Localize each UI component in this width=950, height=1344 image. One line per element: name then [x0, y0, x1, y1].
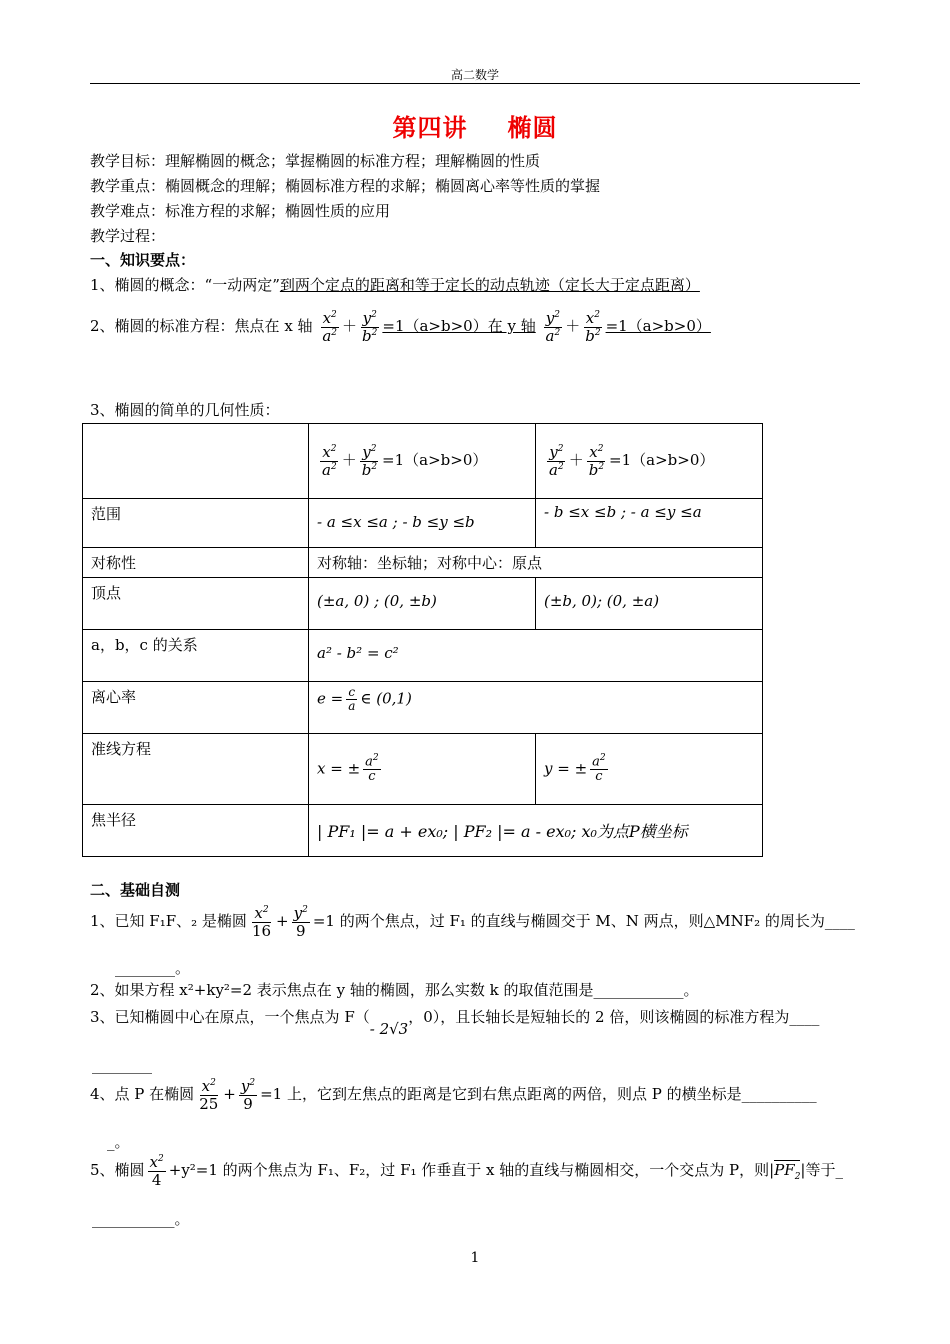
standard-eq-cond1: =1（a>b>0）在 y 轴: [382, 317, 536, 335]
question-1: 1、已知 F₁F、₂ 是椭圆 $\frac{x^2}{16}$ + $\frac{y^2}{9}$ =1 的两个焦点，过 F₁ 的直线与椭圆交于 M、N 两点，则△MNF₂ 的周长为____: [90, 904, 855, 940]
vertices-x: (±a, 0) ; (0, ±b): [317, 592, 437, 610]
q4-text-a: 4、点 P 在椭圆: [90, 1085, 195, 1103]
title-part2: 椭圆: [507, 114, 558, 142]
table-row: [83, 630, 763, 682]
key-point-line: 教学重点：椭圆概念的理解；椭圆标准方程的求解；椭圆离心率等性质的掌握: [90, 177, 601, 195]
abc-relation: a² - b² = c²: [317, 644, 399, 662]
table-row: [83, 499, 763, 548]
q1-text-a: 1、已知 F₁F、₂ 是椭圆: [90, 912, 247, 930]
process-line: 教学过程：: [90, 227, 166, 245]
section1-heading: 一、知识要点：: [90, 251, 196, 269]
question-5: 5、椭圆 $\frac{x^2}{4}$ +y²=1 的两个焦点为 F₁、F₂，过 F₁ 作垂直于 x 轴的直线与椭圆相交，一个交点为 P，则$|PF_2|$等于_: [90, 1153, 843, 1189]
row-label: 准线方程: [83, 734, 309, 805]
symmetry-value: 对称轴：坐标轴；对称中心：原点: [309, 548, 763, 578]
table-cell: $\frac{x^2}{a^2}$ ＋ $\frac{y^2}{b^2}$ =1（a>b>0）: [309, 424, 536, 499]
focal-radius: | PF₁ |= a + ex₀; | PF₂ |= a - ex₀; x₀为点P横坐标: [317, 822, 688, 841]
directrix-x: x = ±: [317, 758, 361, 777]
q1-text-b: =1 的两个焦点，过 F₁ 的直线与椭圆交于 M、N 两点，则△MNF₂ 的周长为____: [312, 912, 855, 930]
question-3: 3、已知椭圆中心在原点，一个焦点为 F（- 2√3，0），且长轴长是短轴长的 2 倍，则该椭圆的标准方程为____: [90, 1008, 820, 1038]
q3-text-b: ，0），且长轴长是短轴长的 2 倍，则该椭圆的标准方程为____: [408, 1008, 820, 1026]
cond-text: =1（a>b>0）: [382, 451, 488, 469]
difficulty-line: 教学难点：标准方程的求解；椭圆性质的应用: [90, 202, 391, 220]
table-row: [83, 548, 763, 578]
table-cell: [309, 805, 763, 857]
q1-answer-blank: ________。: [115, 959, 191, 977]
geometry-heading: 3、椭圆的简单的几何性质：: [90, 401, 280, 419]
range-y: - b ≤x ≤b ; - a ≤y ≤a: [544, 503, 702, 521]
table-cell: [536, 499, 763, 548]
q5-text-b: +y²=1 的两个焦点为 F₁、F₂，过 F₁ 作垂直于 x 轴的直线与椭圆相交，一个交点为 P，则|: [168, 1161, 775, 1179]
q5-text-c: |等于_: [800, 1161, 843, 1179]
row-label: 离心率: [83, 682, 309, 734]
table-cell: [309, 630, 763, 682]
range-x: - a ≤x ≤a ; - b ≤y ≤b: [317, 513, 475, 531]
q4-text-b: =1 上，它到左焦点的距离是它到右焦点距离的两倍，则点 P 的横坐标是__________: [260, 1085, 817, 1103]
table-cell: [309, 578, 536, 630]
table-row: [83, 734, 763, 805]
header-rule: [90, 83, 860, 84]
concept-line: [90, 274, 700, 295]
row-label: 范围: [83, 499, 309, 548]
standard-equation-line: 2、椭圆的标准方程：焦点在 x 轴 $\frac{x^2}{a^2}$ ＋ $\frac{y^2}{b^2}$ =1（a>b>0）在 y 轴 $\frac{y^2}{a^2}$ ＋ $\frac{x^2}{b^2}$ =1（a>b>0）: [90, 309, 711, 345]
q5-text-a: 5、椭圆: [90, 1161, 145, 1179]
question-2: 2、如果方程 x²+ky²=2 表示焦点在 y 轴的椭圆，那么实数 k 的取值范围是____________。: [90, 981, 699, 999]
q3-text-a: 3、已知椭圆中心在原点，一个焦点为 F（: [90, 1008, 370, 1026]
table-cell: y = ± $\frac{a^2}{c}$: [536, 734, 763, 805]
properties-table: [82, 423, 763, 857]
table-cell: e = $\frac{c}{a}$ ∈ (0,1): [309, 682, 763, 734]
lecture-title: [0, 108, 950, 143]
page-header: 高二数学: [450, 68, 499, 82]
standard-eq-cond2: =1（a>b>0）: [605, 317, 711, 335]
cond-text: =1（a>b>0）: [609, 451, 715, 469]
vertices-y: (±b, 0); (0, ±a): [544, 592, 660, 610]
question-4: 4、点 P 在椭圆 $\frac{x^2}{25}$ + $\frac{y^2}{9}$ =1 上，它到左焦点的距离是它到右焦点距离的两倍，则点 P 的横坐标是__________: [90, 1077, 817, 1113]
eccentricity-value: ∈ (0,1): [360, 689, 412, 708]
row-label: 对称性: [83, 548, 309, 578]
row-label: a，b，c 的关系: [83, 630, 309, 682]
page-number: 1: [470, 1250, 480, 1266]
concept-definition: 到两个定点的距离和等于定长的动点轨迹（定长大于定点距离）: [279, 276, 700, 294]
row-label: 顶点: [83, 578, 309, 630]
row-label: 焦半径: [83, 805, 309, 857]
table-row: [83, 424, 763, 499]
table-cell: [83, 424, 309, 499]
q4-answer-blank: _。: [107, 1133, 130, 1151]
table-cell: [309, 499, 536, 548]
q5-answer-blank: ___________。: [92, 1210, 190, 1228]
section2-heading: 二、基础自测: [90, 881, 181, 899]
table-row: [83, 805, 763, 857]
title-part1: 第四讲: [392, 114, 468, 142]
table-row: [83, 682, 763, 734]
table-row: [83, 578, 763, 630]
goal-line: 教学目标：理解椭圆的概念；掌握椭圆的标准方程；理解椭圆的性质: [90, 152, 541, 170]
concept-prefix: 1、椭圆的概念：“一动两定”: [90, 276, 280, 294]
directrix-y: y = ±: [544, 758, 588, 777]
table-cell: [536, 578, 763, 630]
q3-answer-blank: ________: [92, 1056, 152, 1074]
standard-eq-prefix: 2、椭圆的标准方程：焦点在 x 轴: [90, 317, 313, 335]
table-cell: $\frac{y^2}{a^2}$ ＋ $\frac{x^2}{b^2}$ =1（a>b>0）: [536, 424, 763, 499]
table-cell: x = ± $\frac{a^2}{c}$: [309, 734, 536, 805]
